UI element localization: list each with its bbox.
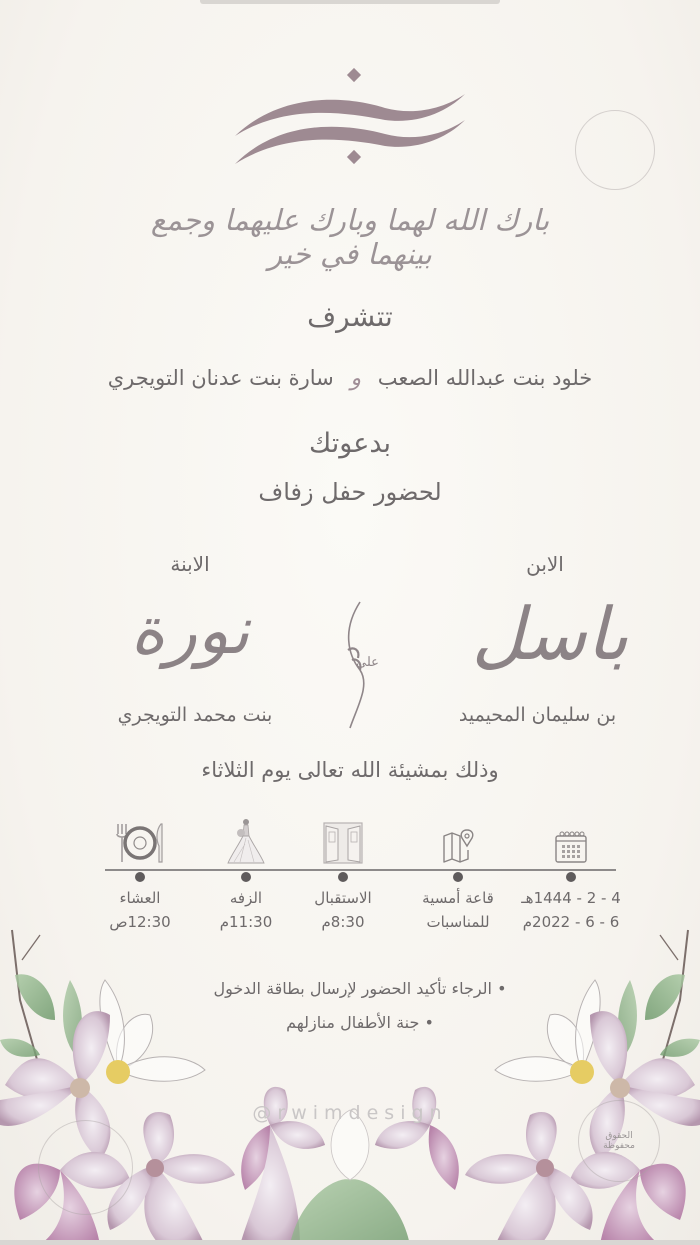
top-bar: [200, 0, 500, 4]
timeline-dot: [338, 872, 348, 882]
host-1: خلود بنت عبدالله الصعب: [377, 366, 593, 390]
invite-line-2: لحضور حفل زفاف: [258, 478, 442, 506]
timeline-step-venue: قاعة أمسية للمناسبات: [398, 818, 518, 934]
bride-lineage: بنت محمد التويجري: [117, 704, 273, 726]
hosts-line: [0, 366, 700, 391]
connector-calligraphy-icon: [330, 600, 380, 730]
map-pin-icon: [441, 828, 475, 864]
host-2: سارة بنت عدنان التويجري: [107, 366, 334, 390]
blessing-calligraphy: بارك الله لهما وبارك عليهما وجمع بينهما في خير: [150, 203, 550, 271]
copyright-stamp-top: [575, 110, 655, 190]
bride-label: الابنة: [170, 552, 210, 576]
copyright-stamp-left: [38, 1120, 133, 1215]
conjunction: و: [350, 366, 362, 391]
timeline-dot: [453, 872, 463, 882]
designer-watermark: @rwimdesign: [252, 1102, 448, 1124]
groom-name: باسل: [471, 592, 629, 676]
timeline-step-reception: الاستقبال 8:30م: [283, 818, 403, 934]
event-day-line: وذلك بمشيئة الله تعالى يوم الثلاثاء: [201, 758, 499, 782]
timeline-dot: [566, 872, 576, 882]
honor-line: تتشرف: [307, 300, 393, 333]
copyright-stamp-right: الحقوق محفوظة: [578, 1100, 660, 1182]
invite-line-1: بدعوتك: [308, 428, 391, 459]
timeline-dot: [241, 872, 251, 882]
dinner-plate-icon: [114, 822, 166, 864]
svg-text:على: على: [356, 655, 379, 670]
logo-calligraphy-icon: [225, 68, 475, 168]
calendar-icon: [554, 830, 588, 864]
bottom-bar: [0, 1240, 700, 1245]
door-icon: [323, 822, 363, 864]
bride-name: نورة: [130, 592, 250, 669]
bride-icon: [226, 818, 266, 864]
timeline-dot: [135, 872, 145, 882]
groom-label: الابن: [526, 552, 564, 576]
timeline-step-dinner: العشاء 12:30ص: [80, 818, 200, 934]
timeline-step-procession: الزفه 11:30م: [186, 818, 306, 934]
timeline-step-date: 4 - 2 - 1444هـ 6 - 6 - 2022م: [511, 818, 631, 934]
note-children: • جنة الأطفال منازلهم: [286, 1013, 434, 1032]
groom-lineage: بن سليمان المحيميد: [458, 704, 617, 726]
note-rsvp: • الرجاء تأكيد الحضور لإرسال بطاقة الدخول: [213, 979, 507, 998]
